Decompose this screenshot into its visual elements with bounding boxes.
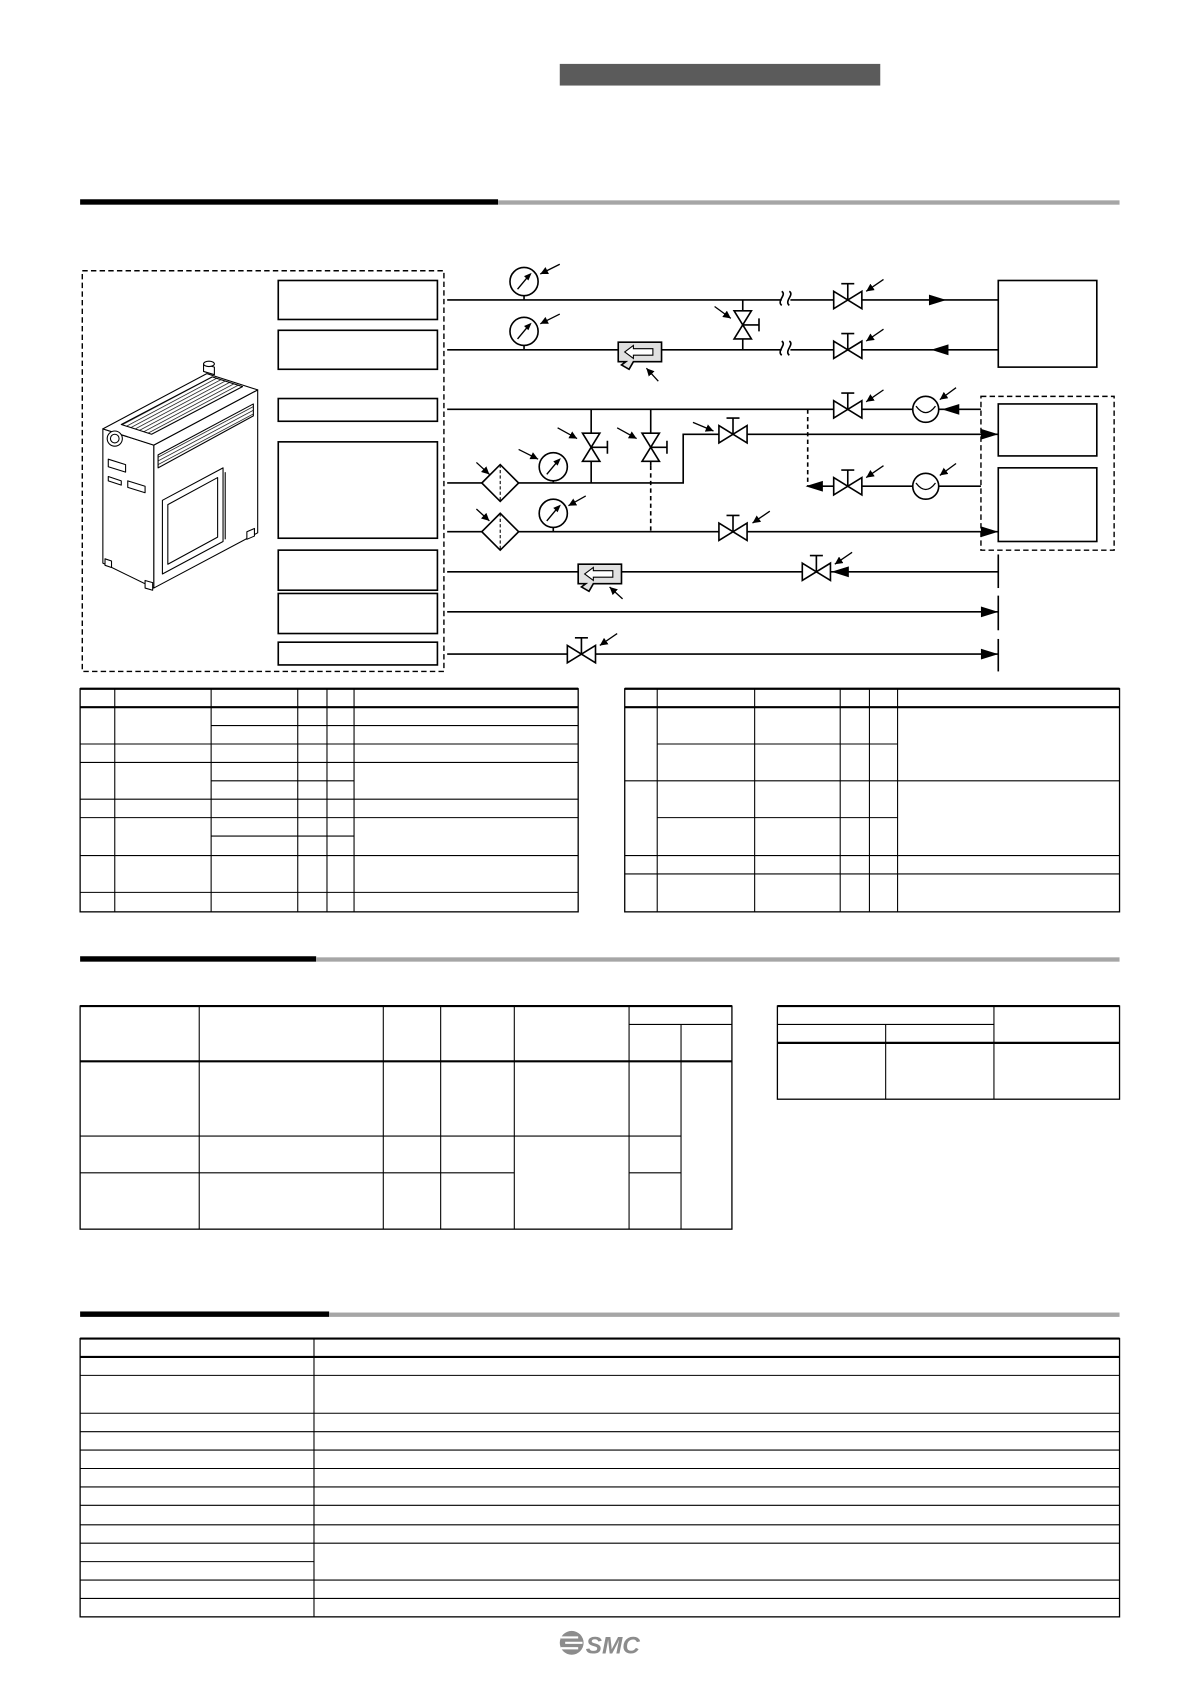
branch-valve-icon bbox=[583, 433, 608, 461]
section-rule-bottom bbox=[80, 1311, 1119, 1316]
load-box-3 bbox=[998, 468, 1097, 542]
valve-icon bbox=[567, 638, 595, 663]
leader-arrow bbox=[752, 511, 769, 523]
pipe-circulating-return bbox=[447, 344, 998, 355]
pipe-overflow bbox=[447, 596, 998, 631]
valve-icon bbox=[834, 470, 862, 495]
rule-light bbox=[498, 200, 1119, 204]
leader-arrow bbox=[835, 552, 852, 564]
pipe-drain-return bbox=[447, 554, 998, 588]
load-box-2 bbox=[998, 404, 1097, 456]
pipe-break-mark bbox=[780, 341, 791, 355]
small-spec-table bbox=[777, 1006, 1119, 1099]
port-label-box-1 bbox=[278, 280, 437, 319]
header-bar bbox=[560, 64, 880, 86]
bypass-valve-icon bbox=[734, 311, 759, 339]
chiller-unit-icon bbox=[103, 361, 258, 590]
pipe-facility-return-2 bbox=[806, 481, 981, 492]
valve-icon bbox=[834, 284, 862, 309]
pressure-gauge-icon bbox=[510, 267, 538, 295]
rule-light bbox=[329, 1313, 1119, 1317]
valve-icon bbox=[834, 334, 862, 359]
parts-table-right bbox=[625, 689, 1120, 912]
filter-icon bbox=[482, 465, 519, 502]
pipe-circulating-supply bbox=[447, 295, 998, 306]
strainer-icon bbox=[578, 564, 621, 591]
leader-arrow bbox=[617, 428, 636, 439]
leader-arrow bbox=[540, 314, 559, 324]
pipe-facility-return bbox=[447, 404, 981, 415]
rule-dark bbox=[80, 1311, 329, 1316]
leader-arrow bbox=[568, 496, 585, 506]
pipe-drain bbox=[447, 639, 998, 671]
valve-icon bbox=[834, 393, 862, 418]
smc-logo bbox=[560, 1631, 641, 1660]
smc-logo-icon bbox=[560, 1631, 584, 1655]
leader-arrow bbox=[476, 509, 489, 521]
leader-arrow bbox=[558, 428, 577, 439]
valve-icon bbox=[719, 418, 747, 443]
section-rule-piping bbox=[80, 199, 1119, 204]
leader-arrow bbox=[600, 634, 617, 646]
flowmeter-icon bbox=[913, 473, 939, 499]
leader-arrow bbox=[693, 422, 714, 431]
strainer-icon bbox=[618, 342, 661, 369]
leader-arrow bbox=[940, 388, 956, 400]
load-box-1 bbox=[998, 280, 1097, 367]
leader-arrow bbox=[646, 368, 658, 381]
port-label-box-6 bbox=[278, 593, 437, 633]
port-label-box-4 bbox=[278, 442, 437, 538]
section-rule-middle bbox=[80, 956, 1119, 961]
rule-dark bbox=[80, 199, 498, 204]
flowmeter-icon bbox=[913, 396, 939, 422]
leader-arrow bbox=[715, 306, 731, 318]
parts-table-left bbox=[80, 689, 578, 912]
port-label-box-2 bbox=[278, 330, 437, 369]
port-label-box-3 bbox=[278, 399, 437, 422]
port-label-box-5 bbox=[278, 550, 437, 590]
specification-table bbox=[80, 1339, 1119, 1617]
valve-icon bbox=[802, 556, 830, 581]
branch-valve-icon bbox=[642, 433, 667, 461]
port-label-box-7 bbox=[278, 642, 437, 665]
rule-dark bbox=[80, 956, 316, 961]
pressure-gauge-icon bbox=[539, 453, 567, 481]
leader-arrow bbox=[476, 462, 489, 474]
leader-arrow bbox=[866, 329, 883, 341]
pipe-break-mark bbox=[780, 291, 791, 305]
pressure-gauge-icon bbox=[510, 317, 538, 345]
pressure-gauge-icon bbox=[539, 499, 567, 527]
leader-arrow bbox=[540, 264, 559, 274]
leader-arrow bbox=[866, 390, 883, 402]
leader-arrow bbox=[610, 587, 623, 599]
leader-arrow bbox=[519, 449, 538, 459]
logo-text: SMC bbox=[585, 1632, 641, 1660]
leader-arrow bbox=[866, 279, 883, 291]
leader-arrow bbox=[866, 466, 883, 478]
piping-diagram bbox=[82, 264, 1114, 671]
valve-icon bbox=[719, 515, 747, 540]
rule-light bbox=[316, 957, 1119, 961]
leader-arrow bbox=[940, 464, 956, 476]
options-table bbox=[80, 1006, 732, 1229]
